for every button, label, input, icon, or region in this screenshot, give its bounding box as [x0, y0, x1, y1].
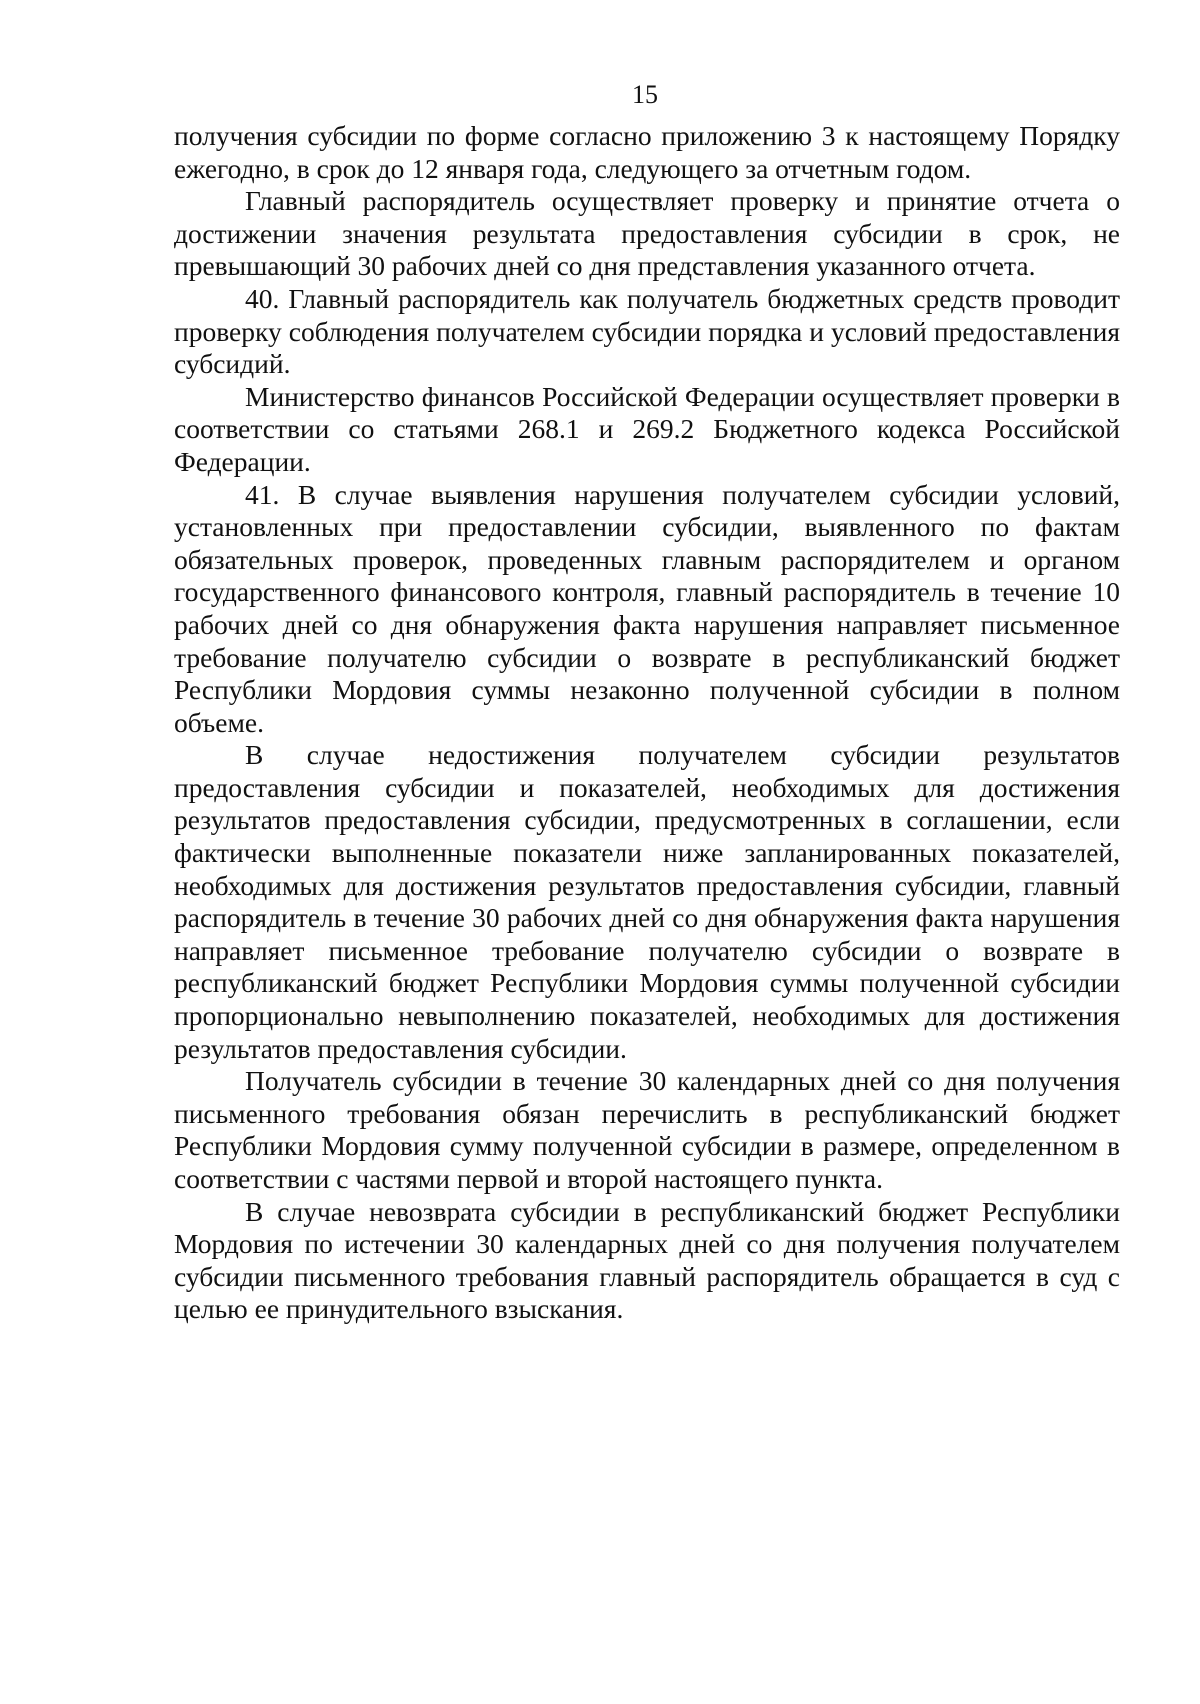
paragraph-report-check: Главный распорядитель осуществляет проверку и принятие отчета о достижении значения результата предоставления субсидии в срок, не превышающий 30 рабочих дней со дня представления указанного отчета. — [174, 185, 1120, 282]
page-number: 15 — [632, 80, 658, 109]
paragraph-41: 41. В случае выявления нарушения получателем субсидии условий, установленных при предоставлении субсидии, выявленного по фактам обязательных проверок, проведенных главным распорядителем и органом государственного финансового контроля, главный распорядитель в течение 10 рабочих дней со дня обнаружения факта нарушения направляет письменное требование получателю субсидии о возврате в республиканский бюджет Республики Мордовия суммы незаконно полученной субсидии в полном объеме. — [174, 478, 1120, 738]
document-body — [174, 120, 1120, 1326]
paragraph-40: 40. Главный распорядитель как получатель бюджетных средств проводит проверку соблюдения получателем субсидии порядка и условий предоставления субсидий. — [174, 282, 1120, 380]
paragraph-ministry-checks: Министерство финансов Российской Федерации осуществляет проверки в соответствии со статьями 268.1 и 269.2 Бюджетного кодекса Российской Федерации. — [174, 380, 1120, 477]
paragraph-non-achievement: В случае недостижения получателем субсидии результатов предоставления субсидии и показателей, необходимых для достижения результатов предоставления субсидии, предусмотренных в соглашении, если фактически выполненные показатели ниже запланированных показателей, необходимых для достижения результатов предоставления субсидии, главный распорядитель в течение 30 рабочих дней со дня обнаружения факта нарушения направляет письменное требование получателю субсидии о возврате в республиканский бюджет Республики Мордовия суммы полученной субсидии пропорционально невыполнению показателей, необходимых для достижения результатов предоставления субсидии. — [174, 739, 1120, 1064]
paragraph-court-recovery: В случае невозврата субсидии в республиканский бюджет Республики Мордовия по истечении 30 календарных дней со дня получения получателем субсидии письменного требования главный распорядитель обращается в суд с целью ее принудительного взыскания. — [174, 1195, 1120, 1325]
paragraph-refund-obligation: Получатель субсидии в течение 30 календарных дней со дня получения письменного требования обязан перечислить в республиканский бюджет Республики Мордовия сумму полученной субсидии в размере, определенном в соответствии с частями первой и второй настоящего пункта. — [174, 1065, 1120, 1194]
paragraph-report-deadline: получения субсидии по форме согласно приложению 3 к настоящему Порядку ежегодно, в срок до 12 января года, следующего за отчетным годом. — [174, 120, 1120, 184]
